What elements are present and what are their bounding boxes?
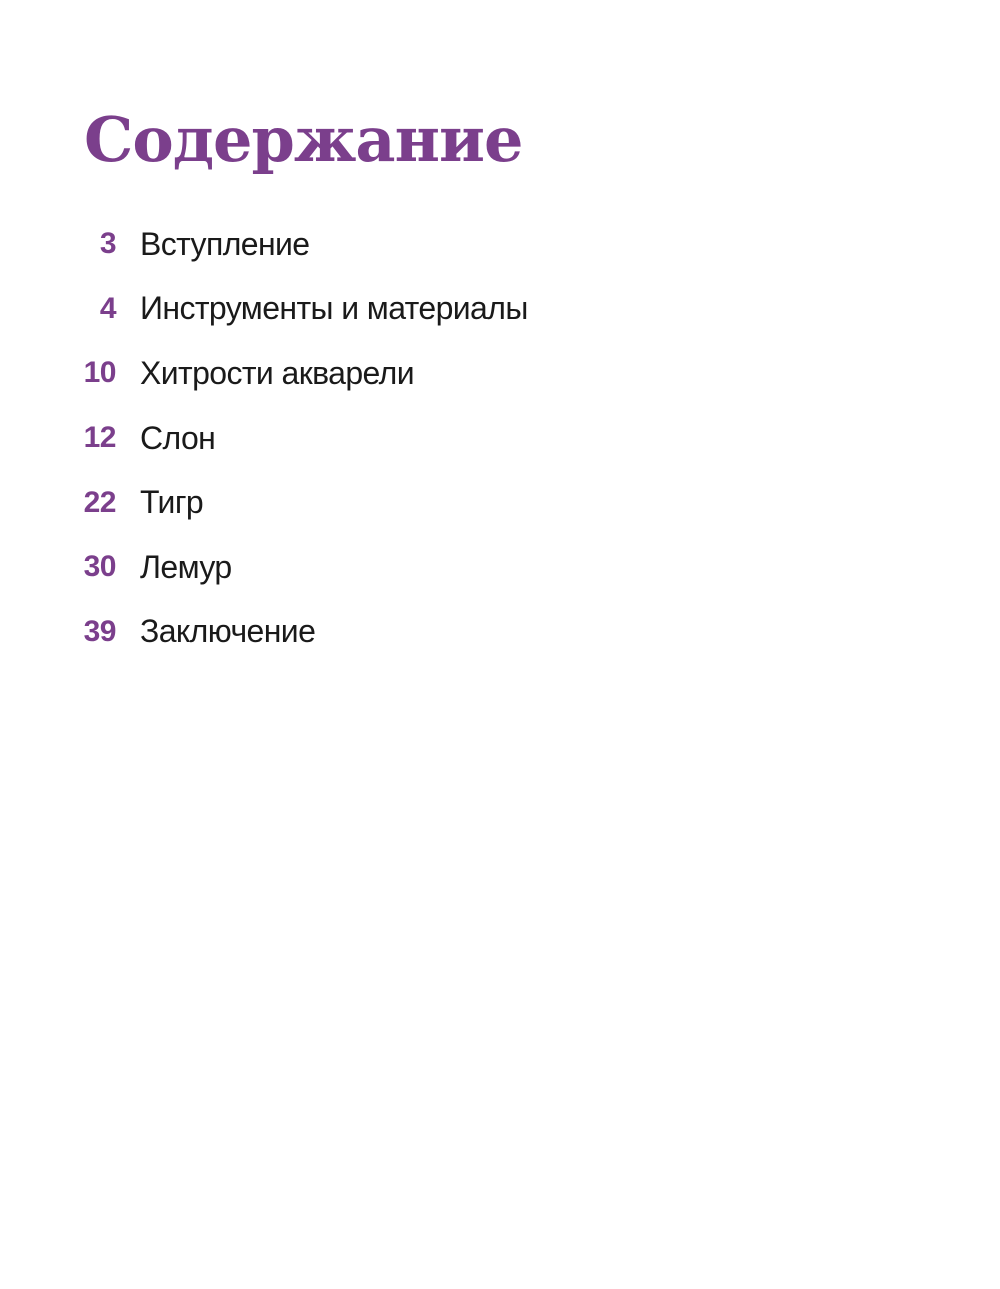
- toc-entry: [0, 212, 1000, 277]
- toc-entry-title: Вступление: [140, 225, 310, 262]
- toc-page-number: 3: [99, 227, 116, 261]
- toc-entry-title: Заключение: [140, 613, 316, 650]
- page-title: Содержание: [84, 103, 523, 176]
- toc-page-number: 4: [99, 291, 116, 325]
- toc-page-number: 12: [83, 421, 116, 455]
- toc-entry: [0, 277, 1000, 342]
- toc-page-number: 22: [83, 485, 116, 519]
- toc-entry-title: Инструменты и материалы: [140, 290, 528, 327]
- toc-page-number: 39: [83, 614, 116, 648]
- toc-page-number: 30: [83, 550, 116, 584]
- toc-entry: [0, 406, 1000, 471]
- table-of-contents: [0, 212, 1000, 664]
- toc-page-number: 10: [83, 356, 116, 390]
- toc-entry: [0, 341, 1000, 406]
- toc-entry-title: Хитрости акварели: [140, 354, 415, 391]
- toc-entry-title: Лемур: [140, 548, 232, 585]
- toc-entry: [0, 535, 1000, 600]
- toc-entry-title: Слон: [140, 419, 216, 456]
- toc-entry-title: Тигр: [140, 484, 204, 521]
- toc-entry: [0, 600, 1000, 665]
- toc-entry: [0, 470, 1000, 535]
